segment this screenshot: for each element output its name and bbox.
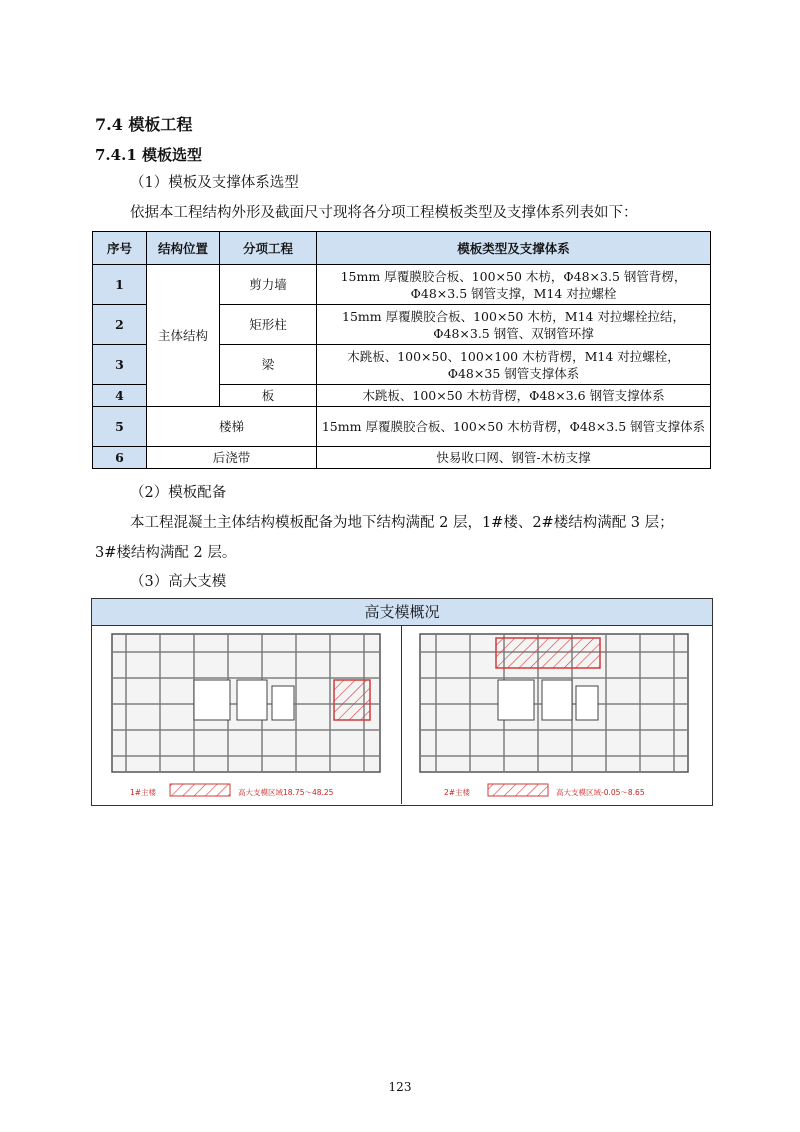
table-row xyxy=(93,407,711,447)
structure-location: 主体结构 xyxy=(147,265,220,407)
desc-cell: 快易收口网、钢管-木枋支撑 xyxy=(317,447,711,469)
high-formwork-figure xyxy=(91,598,713,806)
paragraph-formwork-selection: （1）模板及支撑体系选型 xyxy=(130,175,299,191)
header-cell: 序号 xyxy=(93,232,147,265)
item-cell: 后浇带 xyxy=(147,447,317,469)
item-cell: 矩形柱 xyxy=(220,305,317,345)
table-header-row xyxy=(93,232,711,265)
tower1-floor-plan xyxy=(92,626,401,804)
item-cell: 楼梯 xyxy=(147,407,317,447)
legend-range-label: 高大支模区域-0.05～8.65 xyxy=(556,788,645,797)
table-row xyxy=(93,447,711,469)
figure-title: 高支模概况 xyxy=(92,599,712,626)
row-number: 1 xyxy=(93,265,147,305)
legend-swatch xyxy=(488,784,548,796)
desc-cell: 15mm 厚覆膜胶合板、100×50 木枋，Φ48×3.5 钢管背楞，Φ48×3.5 钢管支撑，M14 对拉螺栓 xyxy=(317,265,711,305)
header-cell: 模板类型及支撑体系 xyxy=(317,232,711,265)
tower1-high-formwork-zone xyxy=(334,680,370,720)
paragraph-allocation-text-cont: 3#楼结构满配 2 层。 xyxy=(95,545,237,561)
legend-tower-label: 1#主楼 xyxy=(130,788,157,797)
desc-cell: 15mm 厚覆膜胶合板、100×50 木枋背楞，Φ48×3.5 钢管支撑体系 xyxy=(317,407,711,447)
tower1-plan-panel xyxy=(92,626,402,804)
desc-cell: 木跳板、100×50 木枋背楞，Φ48×3.6 钢管支撑体系 xyxy=(317,385,711,407)
tower2-high-formwork-zone xyxy=(496,638,600,668)
legend-range-label: 高大支模区域18.75～48.25 xyxy=(238,788,334,797)
item-cell: 板 xyxy=(220,385,317,407)
paragraph-intro: 依据本工程结构外形及截面尺寸现将各分项工程模板类型及支撑体系列表如下： xyxy=(130,205,638,221)
item-cell: 剪力墙 xyxy=(220,265,317,305)
row-number: 2 xyxy=(93,305,147,345)
paragraph-allocation-text: 本工程混凝土主体结构模板配备为地下结构满配 2 层，1#楼、2#楼结构满配 3 层； xyxy=(130,515,674,531)
legend-tower-label: 2#主楼 xyxy=(444,788,471,797)
formwork-table xyxy=(92,231,711,469)
desc-cell: 木跳板、100×50、100×100 木枋背楞，M14 对拉螺栓，Φ48×35 钢管支撑体系 xyxy=(317,345,711,385)
page-number: 123 xyxy=(388,1080,412,1094)
row-number: 3 xyxy=(93,345,147,385)
desc-cell: 15mm 厚覆膜胶合板、100×50 木枋，M14 对拉螺栓拉结，Φ48×3.5 钢管、双钢管环撑 xyxy=(317,305,711,345)
item-cell: 梁 xyxy=(220,345,317,385)
row-number: 4 xyxy=(93,385,147,407)
legend-swatch xyxy=(170,784,230,796)
table-row xyxy=(93,265,711,305)
section-heading: 7.4 模板工程 xyxy=(95,115,193,134)
tower2-plan-panel xyxy=(402,626,711,804)
header-cell: 分项工程 xyxy=(220,232,317,265)
paragraph-high-formwork: （3）高大支模 xyxy=(130,574,227,590)
row-number: 5 xyxy=(93,407,147,447)
subsection-heading: 7.4.1 模板选型 xyxy=(95,146,202,164)
row-number: 6 xyxy=(93,447,147,469)
header-cell: 结构位置 xyxy=(147,232,220,265)
paragraph-formwork-allocation: （2）模板配备 xyxy=(130,485,227,501)
tower2-floor-plan xyxy=(402,626,711,804)
